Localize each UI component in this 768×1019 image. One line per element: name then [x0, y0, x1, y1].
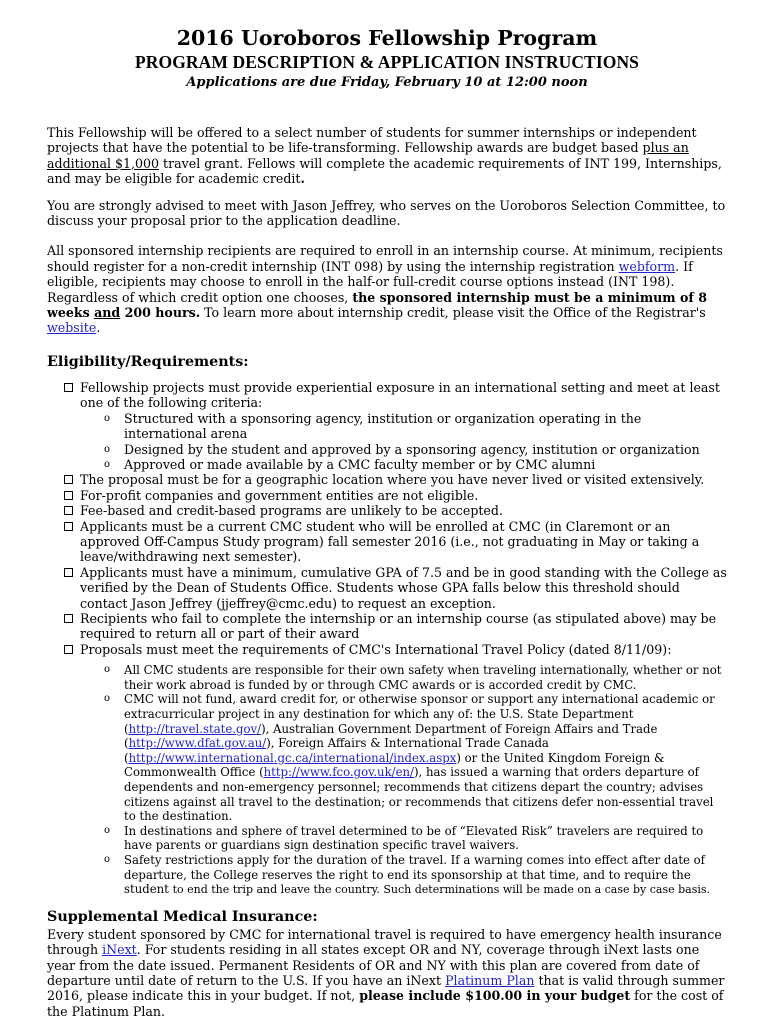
- deadline-notice: Applications are due Friday, February 10 at 12:00 noon: [186, 75, 588, 90]
- eligibility-item: Fee-based and credit-based programs are unlikely to be accepted.: [63, 503, 727, 518]
- checkbox-bullet-icon: [64, 568, 73, 577]
- eligibility-heading: Eligibility/Requirements:: [47, 353, 249, 370]
- checkbox-bullet-icon: [64, 614, 73, 623]
- circle-bullet-icon: o: [104, 412, 111, 424]
- document-subtitle: PROGRAM DESCRIPTION & APPLICATION INSTRUCTIONS: [134, 52, 640, 72]
- registrar-website-link[interactable]: website: [47, 320, 97, 336]
- eligibility-list: [47, 380, 727, 898]
- criteria-item: o Designed by the student and approved by a sponsoring agency, institution or organization: [104, 441, 700, 457]
- intro-paragraph-2: You are strongly advised to meet with Jason Jeffrey, who serves on the Uoroboros Selection Committee, to discuss your proposal prior to the application deadline.: [47, 197, 726, 229]
- circle-bullet-icon: o: [104, 443, 111, 455]
- eligibility-item: Fellowship projects must provide experiential exposure in an international setting and meet at least one of the following criteria: o Structured with a sponsoring agency, institution or organization operating in the international arena o Designed by the student and approved by a sponsoring agency, institution or organization o Approved or made available by a CMC faculty member or by CMC alumni: [63, 380, 727, 472]
- circle-bullet-icon: o: [104, 458, 111, 470]
- intro-paragraph-3: All sponsored internship recipients are required to enroll in an internship course. At minimum, recipients should register for a non-credit internship (INT 098) by using the internship registration webform. If eligible, recipients may choose to enroll in the half-or full-credit course options instead (INT 198). Regardless of which credit option one chooses, the sponsored internship must be a minimum of 8 weeks and 200 hours. To learn more about internship credit, please visit the Office of the Registrar's website.: [47, 243, 723, 336]
- intro-paragraph-1: This Fellowship will be offered to a select number of students for summer internships or independent projects that have the potential to be life-transforming. Fellowship awards are budget based plus an additional $1,000 travel grant. Fellows will complete the academic requirements of INT 199, Internships, and may be eligible for academic credit.: [47, 125, 722, 187]
- eligibility-item: Recipients who fail to complete the internship or an internship course (as stipulated above) may be required to return all or part of their award: [63, 611, 727, 642]
- medical-insurance-heading: Supplemental Medical Insurance:: [47, 908, 318, 925]
- checkbox-bullet-icon: [64, 475, 73, 484]
- eligibility-item: For-profit companies and government entities are not eligible.: [63, 488, 727, 503]
- criteria-list: [80, 411, 727, 473]
- policy-item: o Safety restrictions apply for the duration of the travel. If a warning comes into effect after date of departure, the College reserves the right to end its sponsorship at that time, and to require the student to end the trip and leave the country. Such determinations will be made on a case by case basis.: [104, 852, 711, 897]
- eligibility-item: Applicants must be a current CMC student who will be enrolled at CMC (in Claremont or an approved Off-Campus Study program) fall semester 2016 (i.e., not graduating in May or taking a leave/withdrawing next semester).: [63, 519, 727, 565]
- checkbox-bullet-icon: [64, 383, 73, 392]
- dfat-link[interactable]: http://www.dfat.gov.au/: [128, 736, 267, 751]
- document-page: [47, 0, 727, 1019]
- eligibility-item: Applicants must have a minimum, cumulative GPA of 7.5 and be in good standing with the College as verified by the Dean of Students Office. Students whose GPA falls below this threshold should contact Jason Jeffrey (jjeffrey@cmc.edu) to request an exception.: [63, 565, 727, 611]
- canada-link[interactable]: http://www.international.gc.ca/international/index.aspx: [128, 750, 457, 765]
- policy-item: o All CMC students are responsible for their own safety when traveling internationally, whether or not their work abroad is funded by or through CMC awards or is accorded credit by CMC.: [104, 663, 722, 692]
- policy-item: o CMC will not fund, award credit for, or otherwise sponsor or support any international academic or extracurricular project in any destination for which any of: the U.S. State Department (http://travel.state.gov/), Australian Government Department of Foreign Affairs and Trade (http://www.dfat.gov.au/), Foreign Affairs & International Trade Canada (http://www.international.gc.ca/international/index.aspx) or the United Kingdom Foreign & Commonwealth Office (http://www.fco.gov.uk/en/), has issued a warning that orders departure of dependents and non-emergency personnel; recommends that citizens depart the country; advises citizens against all travel to the destination; or recommends that citizens defer non-essential travel to the destination.: [104, 692, 715, 824]
- checkbox-bullet-icon: [64, 506, 73, 515]
- circle-bullet-icon: o: [104, 664, 111, 676]
- inext-link[interactable]: iNext: [102, 942, 137, 958]
- webform-link[interactable]: webform: [618, 258, 676, 274]
- policy-item: o In destinations and sphere of travel determined to be of “Elevated Risk” travelers are required to have parents or guardians sign destination specific travel waivers.: [104, 823, 704, 853]
- circle-bullet-icon: o: [104, 693, 111, 705]
- fco-link[interactable]: http://www.fco.gov.uk/en/: [263, 765, 414, 780]
- circle-bullet-icon: o: [104, 853, 111, 865]
- eligibility-item: The proposal must be for a geographic location where you have never lived or visited extensively.: [63, 472, 727, 487]
- eligibility-item: Proposals must meet the requirements of CMC's International Travel Policy (dated 8/11/09): o All CMC students are responsible for their own safety when traveling internationally, whether or not their work abroad is funded by or through CMC awards or is accorded credit by CMC. o CMC will not fund, award credit for, or otherwise sponsor or support any international academic or extracurricular project in any destination for which any of: the U.S. State Department (http://travel.state.gov/), Australian Government Department of Foreign Affairs and Trade (http://www.dfat.gov.au/), Foreign Affairs & International Trade Canada (http://www.international.gc.ca/international/index.aspx) or the United Kingdom Foreign & Commonwealth Office (http://www.fco.gov.uk/en/), has issued a warning that orders departure of dependents and non-emergency personnel; recommends that citizens depart the country; advises citizens against all travel to the destination; or recommends that citizens defer non-essential travel to the destination. o In destinations and sphere of travel determined to be of “Elevated Risk” travelers are required to have parents or guardians sign destination specific travel waivers. o Safety restrictions apply for the duration of the travel. If a warning comes into effect after date of departure, the College reserves the right to end its sponsorship at that time, and to require the student to end the trip and leave the country. Such determinations will be made on a case by case basis.: [63, 642, 727, 898]
- circle-bullet-icon: o: [104, 824, 111, 836]
- checkbox-bullet-icon: [64, 491, 73, 500]
- medical-insurance-paragraph: Every student sponsored by CMC for international travel is required to have emergency health insurance through iNext. For students residing in all states except OR and NY, coverage through iNext lasts one year from the date issued. Permanent Residents of OR and NY with this plan are covered from date of departure until date of return to the U.S. If you have an iNext Platinum Plan that is valid through summer 2016, please indicate this in your budget. If not, please include $100.00 in your budget for the cost of the Platinum Plan.: [47, 926, 725, 1019]
- document-title: 2016 Uoroboros Fellowship Program: [176, 26, 598, 50]
- checkbox-bullet-icon: [64, 645, 73, 654]
- state-dept-link[interactable]: http://travel.state.gov/: [128, 721, 262, 736]
- travel-policy-list: [80, 663, 727, 898]
- platinum-plan-link[interactable]: Platinum Plan: [445, 972, 535, 988]
- criteria-item: o Structured with a sponsoring agency, institution or organization operating in the international arena: [104, 410, 642, 442]
- checkbox-bullet-icon: [64, 522, 73, 531]
- criteria-item: o Approved or made available by a CMC faculty member or by CMC alumni: [104, 456, 596, 472]
